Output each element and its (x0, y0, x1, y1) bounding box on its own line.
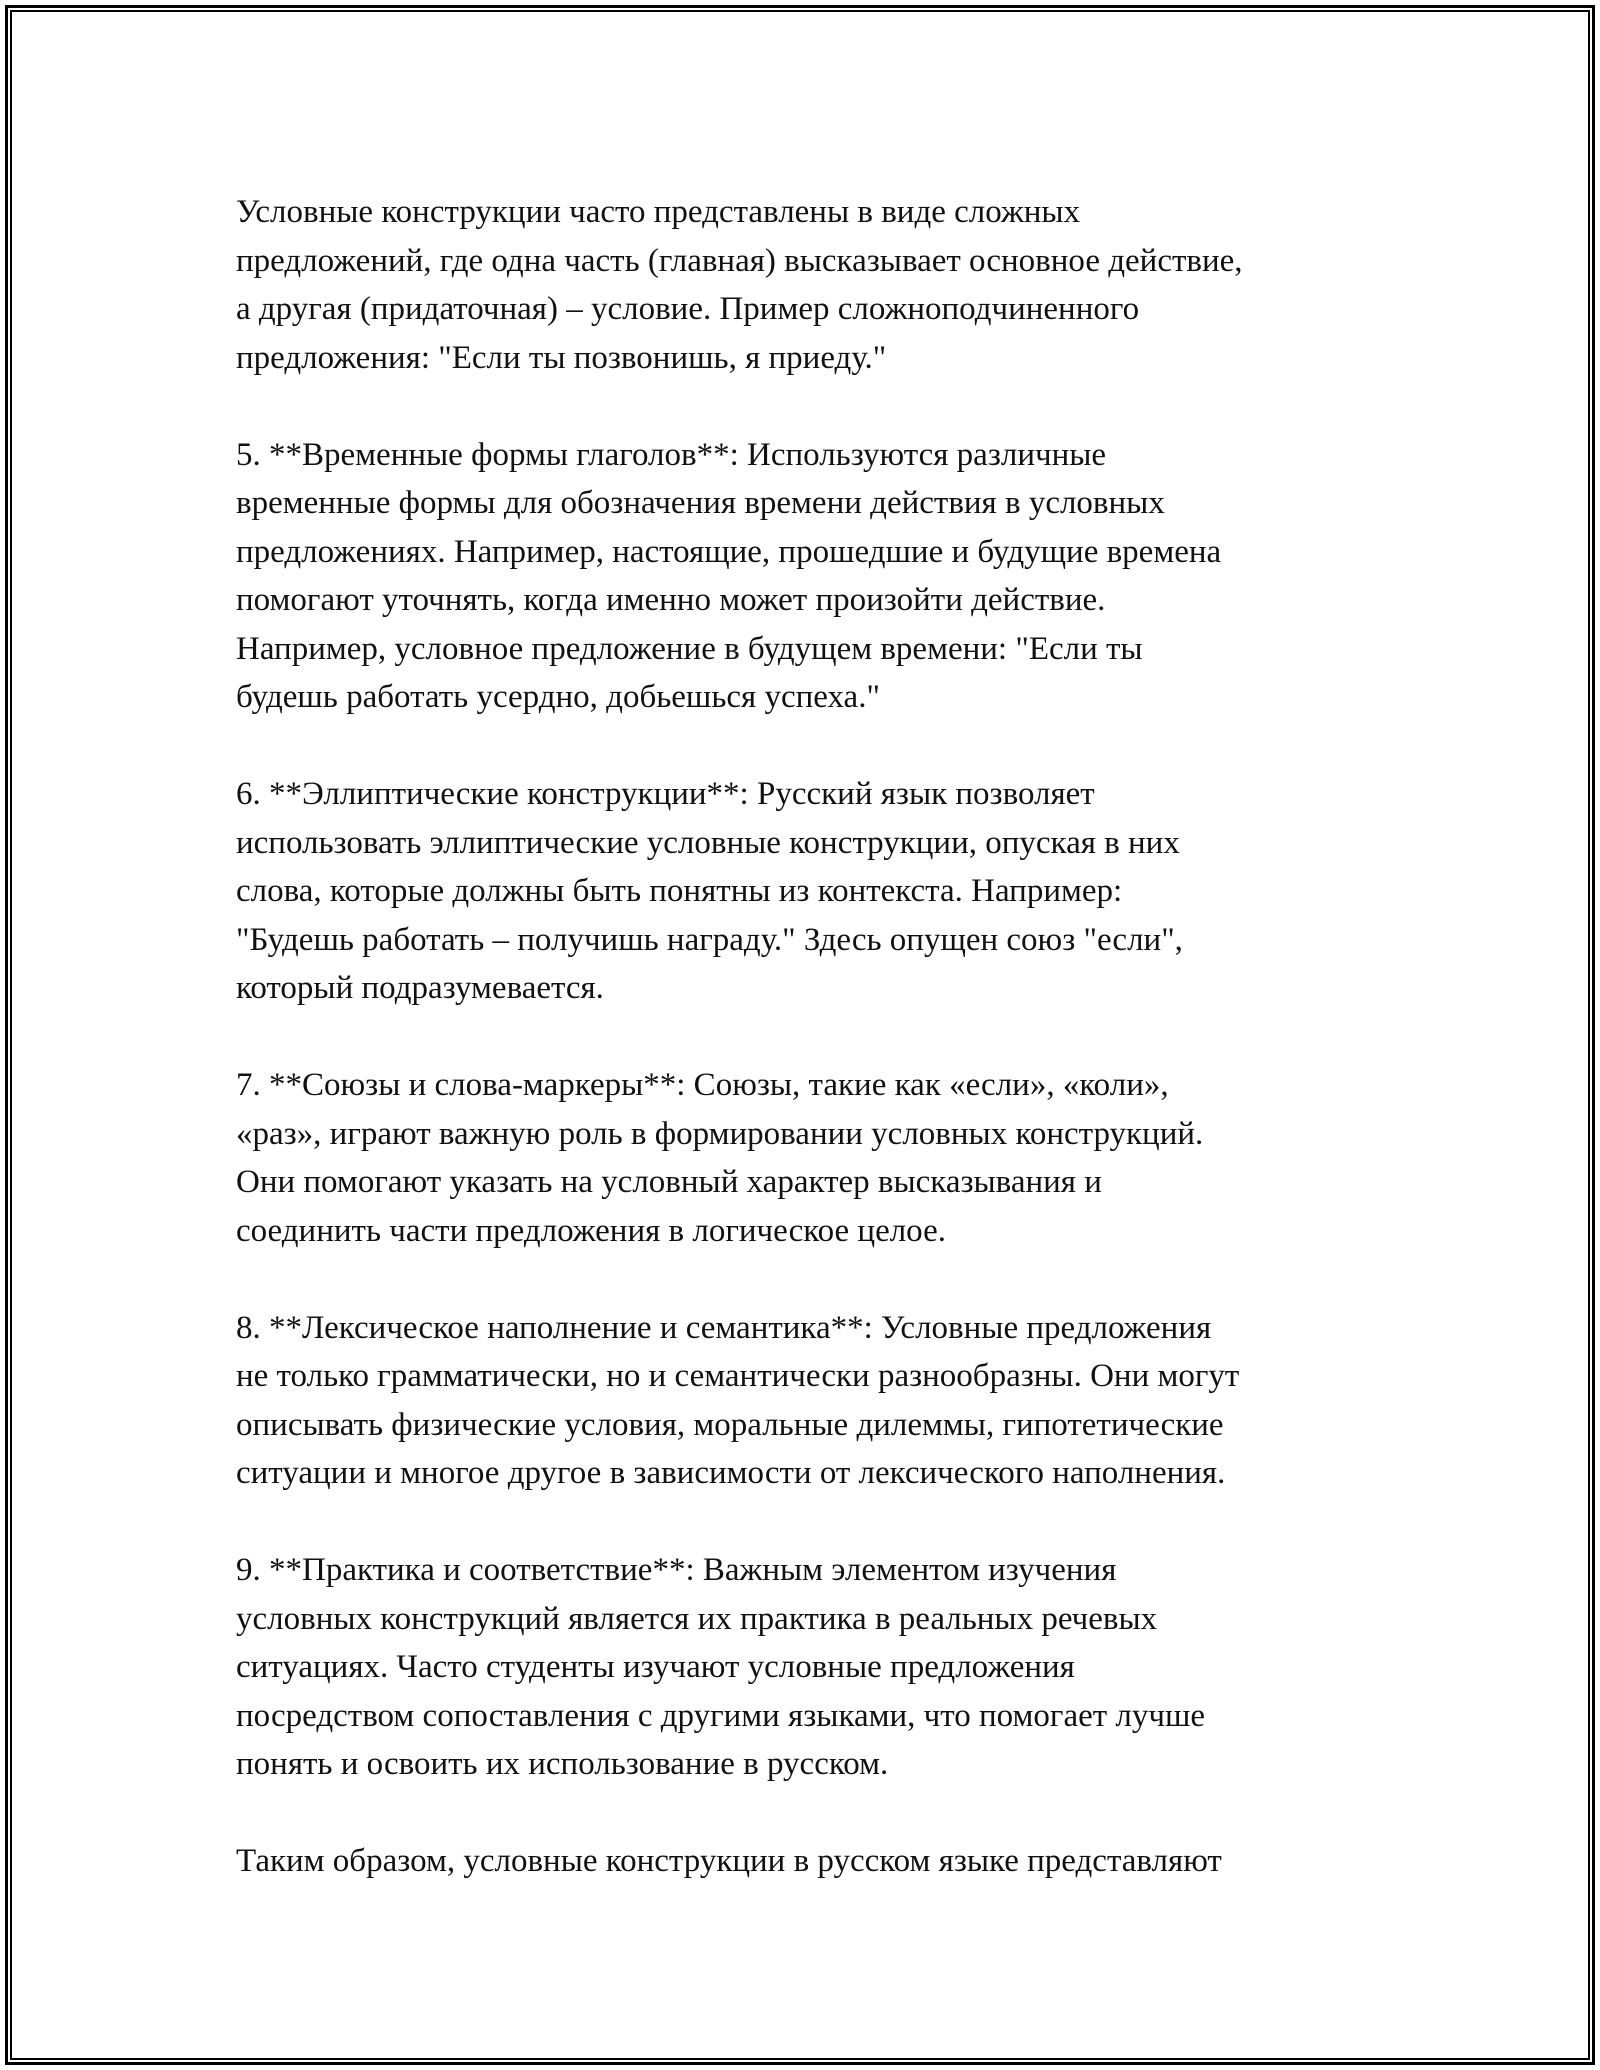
text-line: временные формы для обозначения времени действия в условных (236, 485, 1165, 521)
text-line: ситуациях. Часто студенты изучают условные предложения (236, 1649, 1075, 1685)
text-line: Например, условное предложение в будущем времени: "Если ты (236, 630, 1143, 667)
text-line: Условные конструкции часто представлены в виде сложных (236, 194, 1081, 230)
paragraph-item-8 (236, 1304, 1386, 1498)
paragraph-item-6 (236, 770, 1386, 1013)
text-line: Они помогают указать на условный характер высказывания и (236, 1164, 1102, 1200)
text-line: 6. **Эллиптические конструкции**: Русский язык позволяет (236, 776, 1095, 812)
document-body (236, 188, 1386, 1886)
text-line: который подразумевается. (236, 970, 604, 1006)
paragraph-item-5 (236, 431, 1386, 722)
paragraph-intro (236, 188, 1386, 382)
text-line: ситуации и многое другое в зависимости от лексического наполнения. (236, 1455, 1226, 1491)
text-line: соединить части предложения в логическое целое. (236, 1212, 946, 1249)
text-line: условных конструкций является их практика в реальных речевых (236, 1600, 1158, 1637)
text-line: «раз», играют важную роль в формировании условных конструкций. (236, 1115, 1204, 1152)
text-line: посредством сопоставления с другими языками, что помогает лучше (236, 1697, 1206, 1734)
paragraph-item-7 (236, 1061, 1386, 1255)
text-line: Таким образом, условные конструкции в русском языке представляют (236, 1843, 1222, 1879)
text-line: предложений, где одна часть (главная) высказывает основное действие, (236, 242, 1243, 279)
text-line: помогают уточнять, когда именно может произойти действие. (236, 582, 1106, 618)
text-line: слова, которые должны быть понятны из контекста. Например: (236, 873, 1123, 909)
text-line: понять и освоить их использование в русском. (236, 1746, 889, 1782)
text-line: использовать эллиптические условные конструкции, опуская в них (236, 824, 1180, 861)
text-line: а другая (придаточная) – условие. Пример сложноподчиненного (236, 291, 1140, 327)
text-line: предложения: "Если ты позвонишь, я приеду." (236, 339, 887, 376)
text-line: 5. **Временные формы глаголов**: Используются различные (236, 436, 1107, 473)
text-line: будешь работать усердно, добьешься успеха." (236, 679, 880, 715)
paragraph-item-9 (236, 1546, 1386, 1789)
text-line: 7. **Союзы и слова-маркеры**: Союзы, такие как «если», «коли», (236, 1067, 1169, 1103)
text-line: 9. **Практика и соответствие**: Важным элементом изучения (236, 1552, 1117, 1588)
text-line: предложениях. Например, настоящие, прошедшие и будущие времена (236, 533, 1222, 570)
text-line: "Будешь работать – получишь награду." Здесь опущен союз "если", (236, 921, 1183, 958)
text-line: 8. **Лексическое наполнение и семантика**: Условные предложения (236, 1309, 1212, 1346)
text-line: не только грамматически, но и семантически разнообразны. Они могут (236, 1358, 1240, 1394)
text-line: описывать физические условия, моральные дилеммы, гипотетические (236, 1406, 1224, 1443)
paragraph-conclusion (236, 1837, 1386, 1886)
